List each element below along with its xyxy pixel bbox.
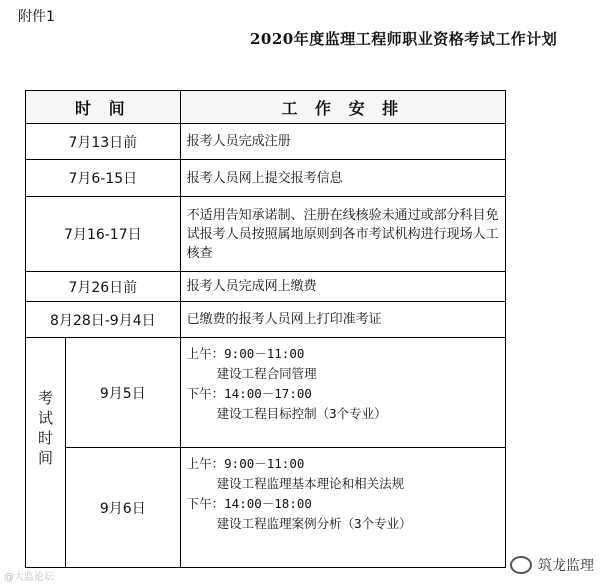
row-time: 7月13日前: [26, 124, 181, 160]
row-time: 7月16-17日: [26, 197, 181, 272]
wechat-icon: [510, 556, 532, 574]
am-time: 上午：9:00－11:00: [186, 346, 305, 361]
exam-row: [26, 448, 506, 568]
row-time: 7月26日前: [26, 272, 181, 302]
pm-subject: 建设工程目标控制（3个专业）: [216, 406, 387, 421]
table-row: [26, 197, 506, 272]
brand-name: 筑龙监理: [538, 558, 594, 574]
am-subject: 建设工程合同管理: [216, 366, 317, 381]
document-title: 2020年度监理工程师职业资格考试工作计划: [250, 30, 558, 48]
am-time: 上午：9:00－11:00: [186, 456, 305, 471]
exam-label-char: 试: [37, 409, 53, 427]
pm-subject: 建设工程监理案例分析（3个专业）: [216, 516, 412, 531]
table-row: [26, 160, 506, 197]
am-subject: 建设工程监理基本理论和相关法规: [216, 476, 405, 491]
exam-schedule: [180, 448, 505, 568]
table-row: [26, 272, 506, 302]
pm-time: 下午：14:00－17:00: [186, 386, 312, 401]
table-row: [26, 124, 506, 160]
row-work: 报考人员网上提交报考信息: [180, 160, 505, 197]
exam-row: [26, 338, 506, 448]
brand-watermark: [510, 555, 594, 575]
header-time: 时 间: [26, 91, 181, 124]
pm-time: 下午：14:00－18:00: [186, 496, 312, 511]
row-work: 不适用告知承诺制、注册在线核验未通过或部分科目免试报考人员按照属地原则到各市考试机构进行现场人工核查: [180, 197, 505, 272]
watermark-left: @大监论坛: [4, 572, 54, 583]
table-header-row: [26, 91, 506, 124]
attachment-label: 附件1: [18, 9, 55, 25]
header-work: 工 作 安 排: [180, 91, 505, 124]
row-time: 7月6-15日: [26, 160, 181, 197]
row-work: 报考人员完成注册: [180, 124, 505, 160]
row-work: 已缴费的报考人员网上打印准考证: [180, 302, 505, 338]
exam-schedule: [180, 338, 505, 448]
row-work: 报考人员完成网上缴费: [180, 272, 505, 302]
exam-label-char: 时: [37, 429, 53, 447]
exam-label-char: 考: [37, 389, 53, 407]
schedule-table: [25, 90, 506, 568]
exam-label-char: 间: [37, 449, 53, 467]
table-row: [26, 302, 506, 338]
exam-time-label: [26, 338, 66, 568]
exam-date: 9月6日: [65, 448, 180, 568]
row-time: 8月28日-9月4日: [26, 302, 181, 338]
exam-date: 9月5日: [65, 338, 180, 448]
